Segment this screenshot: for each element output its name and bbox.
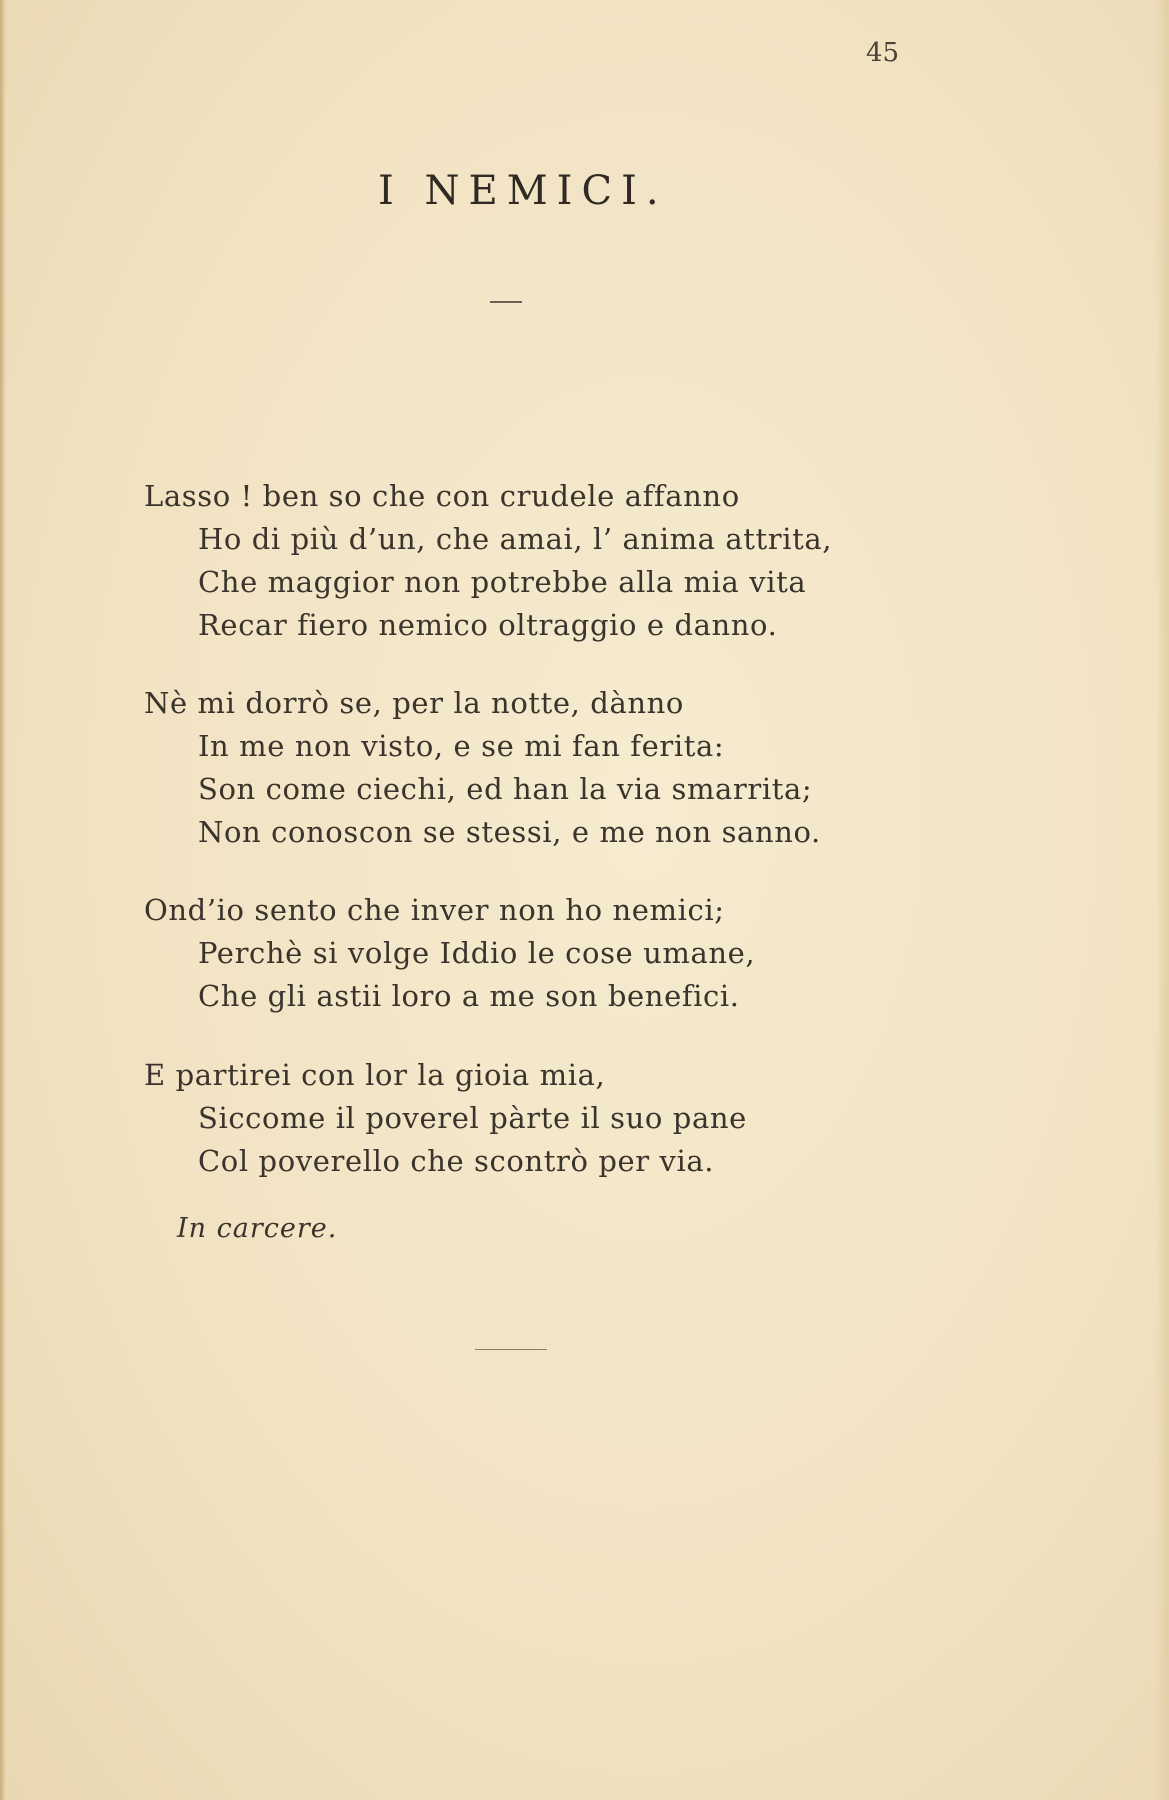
place-note: In carcere. <box>177 1213 338 1244</box>
verse-line: Nè mi dorrò se, per la notte, dànno <box>144 686 684 720</box>
poem-title: I NEMICI. <box>378 168 668 214</box>
page-left-edge <box>0 0 6 1800</box>
verse-line: Siccome il poverel pàrte il suo pane <box>198 1101 747 1135</box>
verse-line: Che maggior non potrebbe alla mia vita <box>198 565 807 599</box>
page-right-edge <box>1155 0 1169 1800</box>
end-divider <box>475 1349 547 1350</box>
verse-line: Ond’io sento che inver non ho nemici; <box>144 893 725 927</box>
verse-line: Col poverello che scontrò per via. <box>198 1144 715 1178</box>
page-number: 45 <box>866 38 900 68</box>
verse-line: In me non visto, e se mi fan ferita: <box>198 729 725 763</box>
verse-line: Non conoscon se stessi, e me non sanno. <box>198 815 821 849</box>
stanza-4 <box>144 1054 1144 1183</box>
verse-line: Lasso ! ben so che con crudele affanno <box>144 479 740 513</box>
stanza-3 <box>144 889 1144 1018</box>
verse-line: Che gli astii loro a me son benefici. <box>198 979 740 1013</box>
verse-line: Son come ciechi, ed han la via smarrita; <box>198 772 813 806</box>
title-divider <box>490 301 522 303</box>
verse-line: E partirei con lor la gioia mia, <box>144 1058 606 1092</box>
stanza-2 <box>144 682 1144 854</box>
verse-line: Perchè si volge Iddio le cose umane, <box>198 936 756 970</box>
verse-line: Recar fiero nemico oltraggio e danno. <box>198 608 778 642</box>
stanza-1 <box>144 475 1144 647</box>
verse-line: Ho di più d’un, che amai, l’ anima attrita, <box>198 522 833 556</box>
